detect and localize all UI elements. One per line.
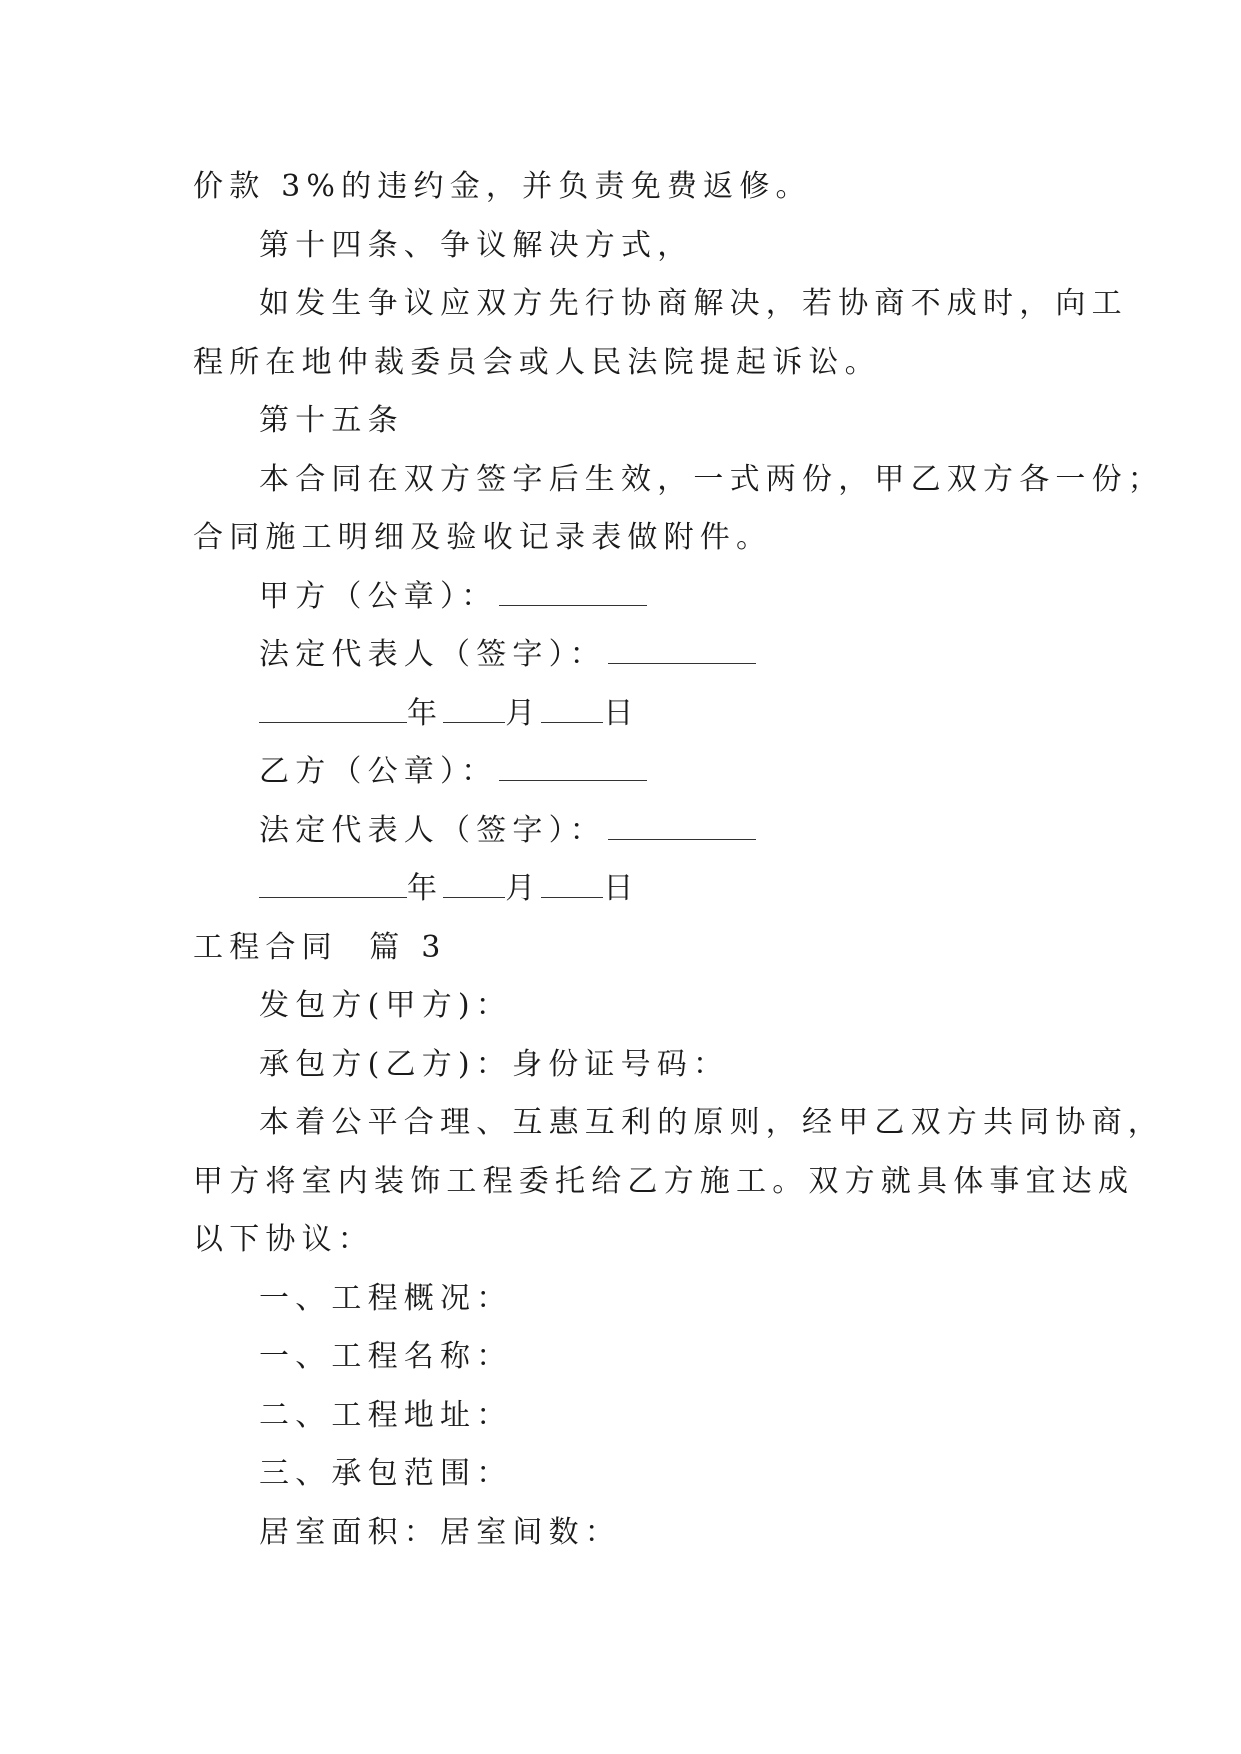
paragraph-line: 如发生争议应双方先行协商解决，若协商不成时，向工 [259, 286, 1128, 321]
article-15-heading: 第十五条 [259, 403, 404, 438]
party-b-seal-row [193, 743, 1053, 802]
month-label: 月 [505, 871, 542, 906]
year-blank [259, 694, 407, 723]
paragraph-line: 本合同在双方签字后生效，一式两份，甲乙双方各一份； [259, 461, 1164, 497]
project-address-line: 二、工程地址： [259, 1397, 513, 1433]
party-a-rep-blank [608, 635, 756, 664]
day-blank [541, 694, 603, 723]
paragraph-line: 甲方将室内装饰工程委托给乙方施工。双方就具体事宜达成 [193, 1163, 1135, 1199]
document-body [193, 158, 1164, 1562]
month-blank [443, 869, 505, 898]
party-a-seal-row [193, 568, 1053, 627]
paragraph-line: 本着公平合理、互惠互利的原则，经甲乙双方共同协商， [259, 1105, 1164, 1140]
party-a-seal-label: 甲方（公章）： [259, 578, 498, 614]
day-label: 日 [603, 695, 640, 731]
contractor-line: 承包方(乙方)：身份证号码： [259, 1046, 730, 1082]
article-14-heading: 第十四条、争议解决方式， [259, 227, 694, 263]
party-b-date-row [193, 860, 1053, 919]
project-name-line: 一、工程名称： [259, 1339, 513, 1374]
day-label: 日 [603, 871, 640, 906]
room-info-line: 居室面积：居室间数： [259, 1514, 621, 1550]
day-blank [541, 869, 603, 898]
paragraph-line: 合同施工明细及验收记录表做附件。 [193, 520, 773, 555]
party-a-rep-row [193, 626, 1053, 685]
paragraph-line: 程所在地仲裁委员会或人民法院提起诉讼。 [193, 344, 881, 380]
year-label: 年 [407, 695, 444, 731]
section-title: 工程合同 篇 3 [193, 929, 447, 965]
project-overview-heading: 一、工程概况： [259, 1280, 513, 1316]
party-b-rep-blank [608, 811, 756, 840]
party-b-rep-label: 法定代表人（签字）： [259, 812, 606, 848]
party-b-seal-label: 乙方（公章）： [259, 754, 498, 789]
year-label: 年 [407, 871, 444, 906]
month-label: 月 [505, 695, 542, 731]
party-b-rep-row [193, 802, 1053, 861]
party-b-seal-blank [499, 752, 647, 781]
contract-scope-line: 三、承包范围： [259, 1456, 513, 1491]
year-blank [259, 869, 407, 898]
paragraph-line: 以下协议： [193, 1222, 374, 1257]
employer-line: 发包方(甲方)： [259, 988, 513, 1023]
month-blank [443, 694, 505, 723]
party-a-date-row [193, 685, 1053, 744]
party-a-rep-label: 法定代表人（签字）： [259, 637, 606, 672]
paragraph-line: 价款 3%的违约金，并负责免费返修。 [193, 169, 812, 204]
party-a-seal-blank [499, 577, 647, 606]
